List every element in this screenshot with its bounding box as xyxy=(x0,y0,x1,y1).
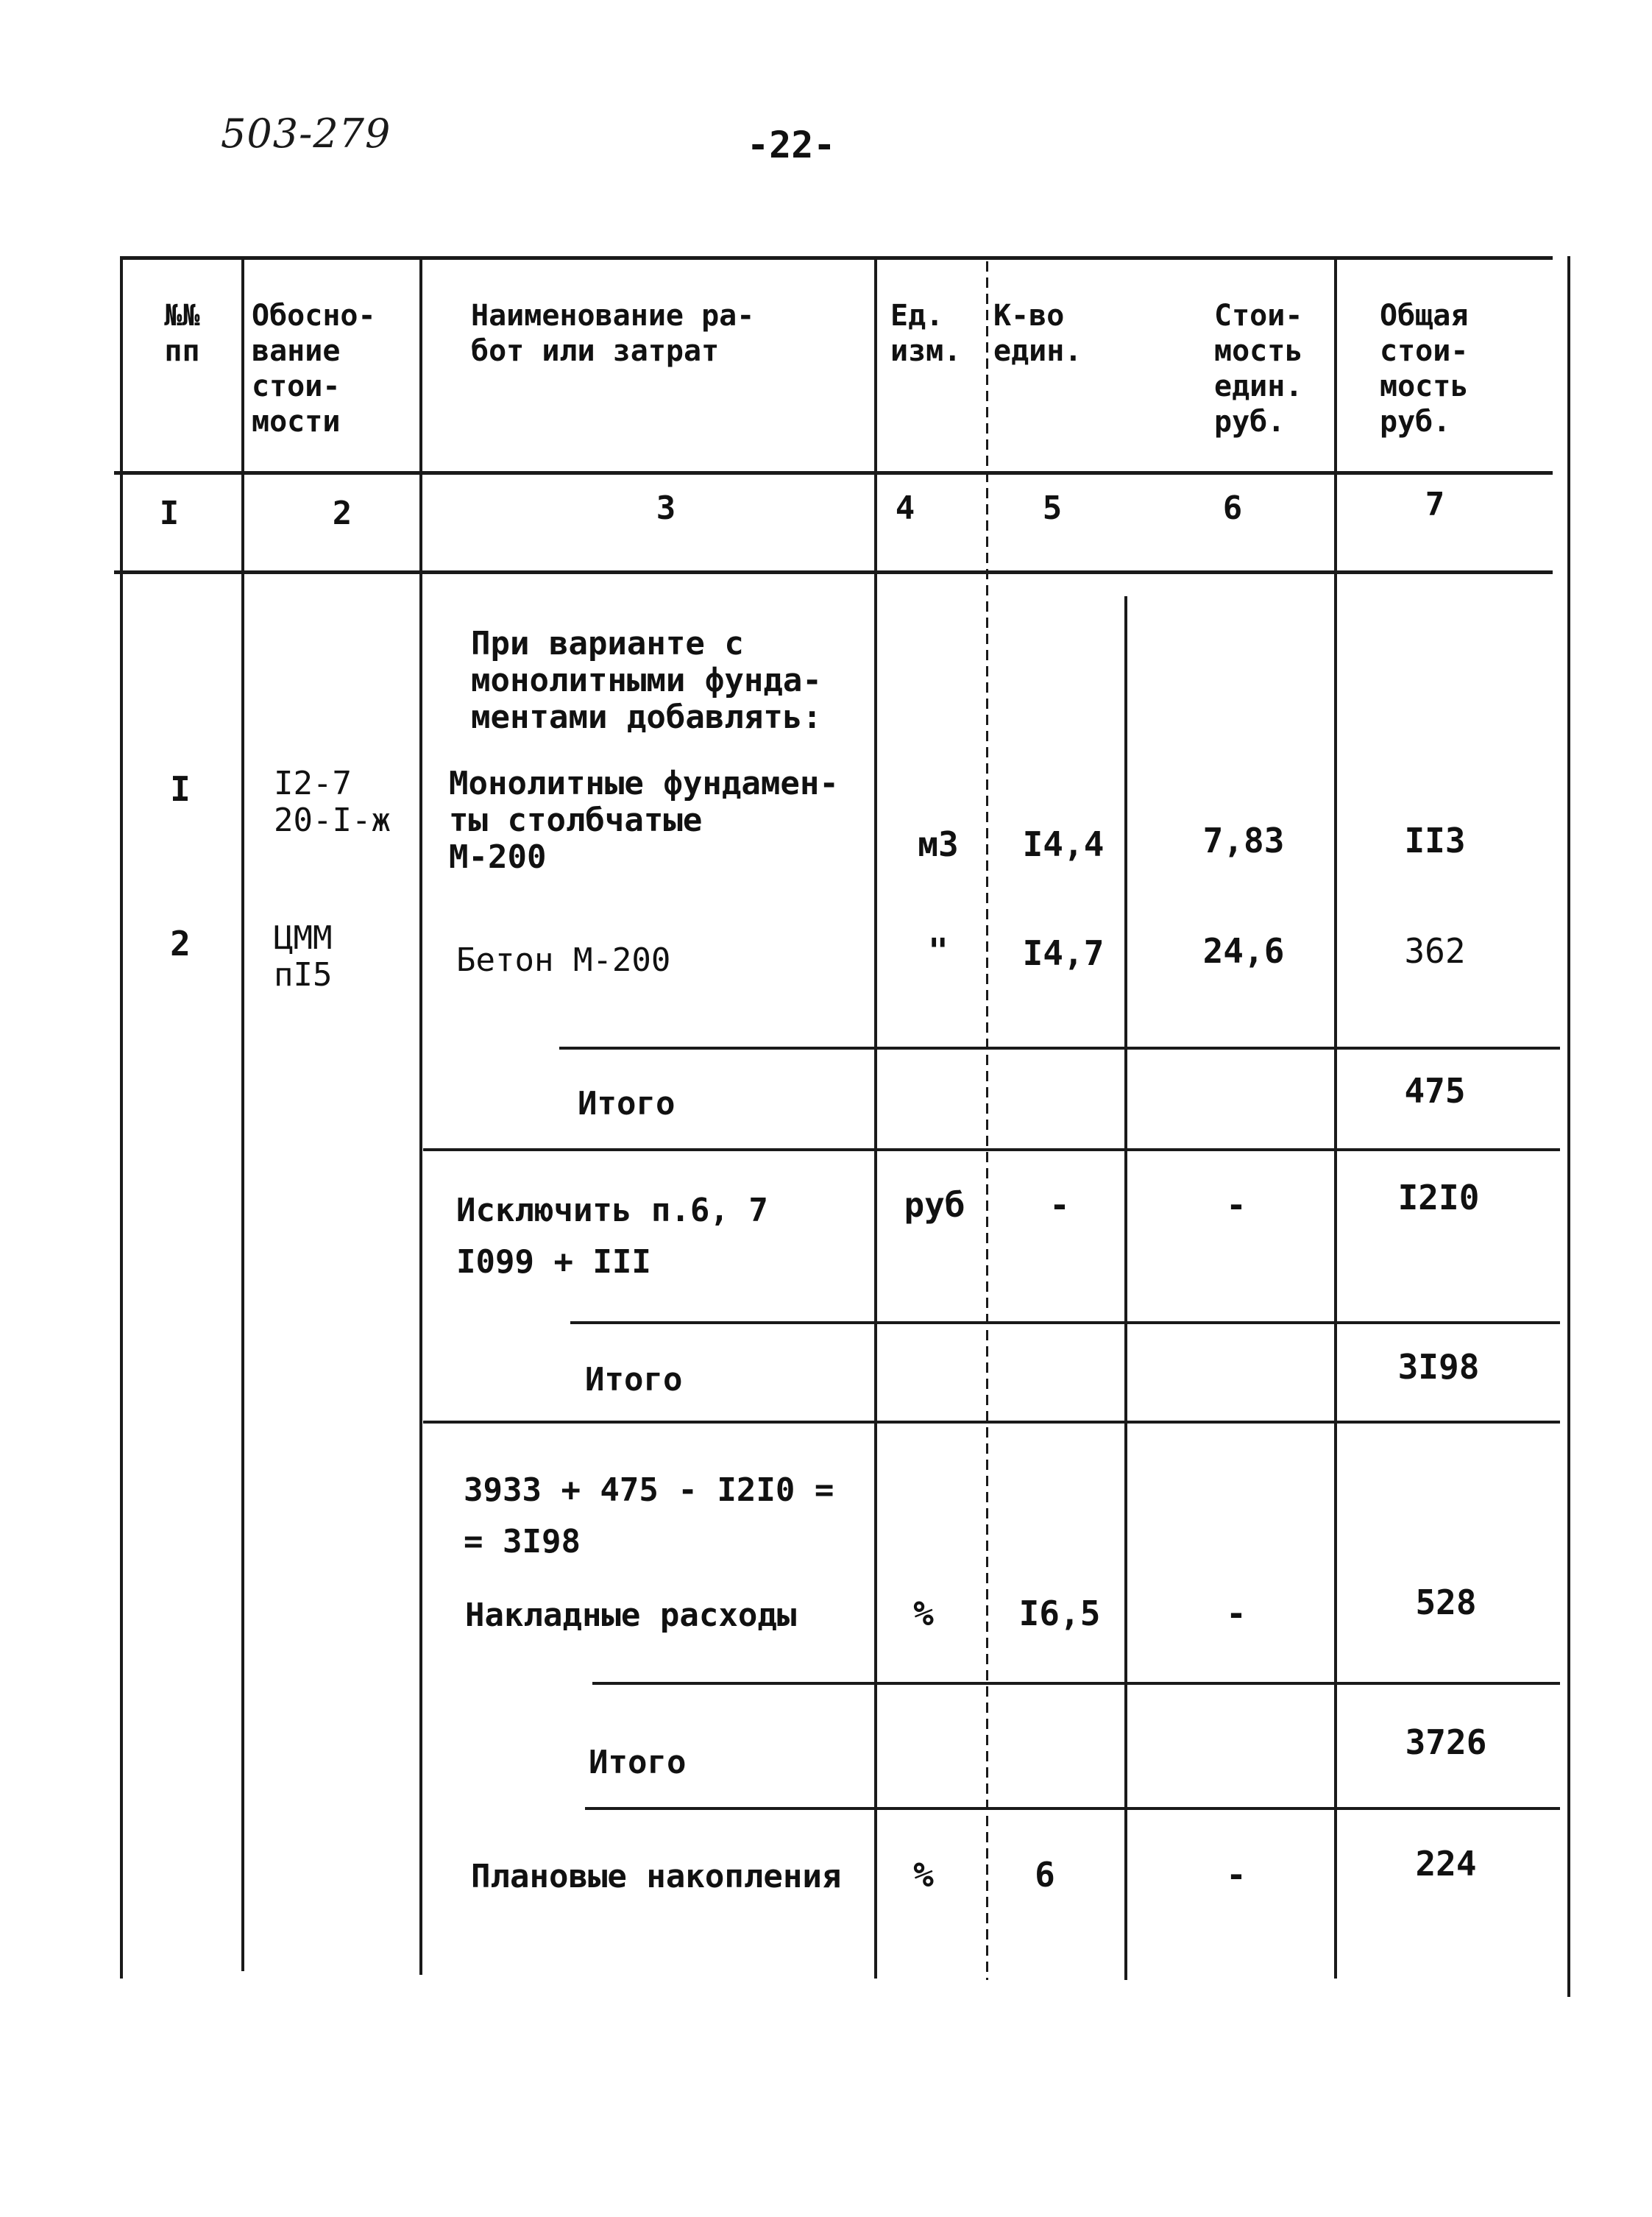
col4-divider xyxy=(986,261,988,1980)
overhead-unit-cost: - xyxy=(1226,1594,1247,1633)
table-right-border xyxy=(1567,256,1570,1997)
overhead-quantity: I6,5 xyxy=(1018,1594,1101,1633)
exclude-unit-cost: - xyxy=(1226,1185,1247,1225)
col1-divider xyxy=(241,256,244,1971)
overhead-name: Накладные расходы xyxy=(465,1597,797,1634)
colnum-6: 6 xyxy=(1222,489,1243,527)
overhead-total: 528 xyxy=(1415,1583,1477,1622)
subtotal1-label: Итого xyxy=(578,1085,676,1122)
header-total-cost: Общая стои- мость руб. xyxy=(1380,299,1469,439)
subtotal3-bottom-line xyxy=(585,1807,1560,1810)
colnum-7: 7 xyxy=(1425,486,1445,523)
row1-total: II3 xyxy=(1404,821,1466,860)
row1-basis: I2-7 20-I-ж xyxy=(274,765,391,839)
row2-unit: " xyxy=(928,931,949,971)
row1-quantity: I4,4 xyxy=(1022,824,1105,864)
overhead-unit: % xyxy=(913,1594,934,1633)
row1-number: I xyxy=(170,769,191,809)
subtotal3-top-line xyxy=(592,1682,1560,1685)
subtotal2-bottom-line xyxy=(423,1421,1560,1424)
header-basis: Обосно- вание стои- мости xyxy=(252,299,376,439)
row1-unit-cost: 7,83 xyxy=(1202,821,1285,860)
subtotal1-total: 475 xyxy=(1404,1071,1466,1111)
exclude-unit: руб xyxy=(904,1185,965,1225)
intro-text: При варианте с монолитными фунда- ментами добавлять: xyxy=(471,625,822,736)
exclude-quantity: - xyxy=(1049,1185,1070,1225)
header-number: №№ пп xyxy=(164,299,200,368)
row2-unit-cost: 24,6 xyxy=(1202,931,1285,971)
colnum-2: 2 xyxy=(332,495,352,532)
subtotal2-top-line xyxy=(570,1321,1560,1324)
subtotal1-top-line xyxy=(559,1047,1560,1050)
page-number: -22- xyxy=(747,124,836,166)
exclude-name: Исключить п.6, 7 I099 + III xyxy=(456,1192,768,1281)
exclude-total: I2I0 xyxy=(1397,1178,1480,1217)
subtotal1-bottom-line xyxy=(423,1148,1560,1151)
col6-divider xyxy=(1334,256,1337,1979)
planned-total: 224 xyxy=(1415,1844,1477,1884)
colnum-3: 3 xyxy=(656,489,676,527)
colnum-5: 5 xyxy=(1042,489,1063,527)
colnum-1: I xyxy=(159,495,180,532)
document-code: 503-279 xyxy=(221,110,391,157)
subtotal2-label: Итого xyxy=(585,1361,683,1399)
colnum-4: 4 xyxy=(895,489,915,527)
col2-divider xyxy=(419,256,422,1975)
row2-total: 362 xyxy=(1404,931,1466,971)
header-quantity: К-во един. xyxy=(993,299,1082,368)
subtotal2-total: 3I98 xyxy=(1397,1347,1480,1387)
col5-divider xyxy=(1124,596,1127,1980)
row1-name: Монолитные фундамен- ты столбчатые М-200 xyxy=(449,765,839,876)
table-top-border xyxy=(121,256,1553,260)
planned-name: Плановые накопления xyxy=(471,1858,842,1895)
subtotal3-label: Итого xyxy=(589,1744,687,1781)
planned-unit-cost: - xyxy=(1226,1855,1247,1895)
row2-basis: ЦММ пI5 xyxy=(274,919,333,994)
subtotal3-total: 3726 xyxy=(1405,1722,1487,1762)
header-unit-cost: Стои- мость един. руб. xyxy=(1214,299,1303,439)
row2-quantity: I4,7 xyxy=(1022,933,1105,973)
header-unit: Ед. изм. xyxy=(890,299,962,368)
planned-quantity: 6 xyxy=(1035,1855,1055,1895)
row2-name: Бетон М-200 xyxy=(456,941,671,979)
header-name: Наименование ра- бот или затрат xyxy=(471,299,755,368)
row2-number: 2 xyxy=(170,924,191,963)
formula-text: 3933 + 475 - I2I0 = = 3I98 xyxy=(464,1471,834,1560)
row1-unit: м3 xyxy=(918,824,959,864)
planned-unit: % xyxy=(913,1855,934,1895)
